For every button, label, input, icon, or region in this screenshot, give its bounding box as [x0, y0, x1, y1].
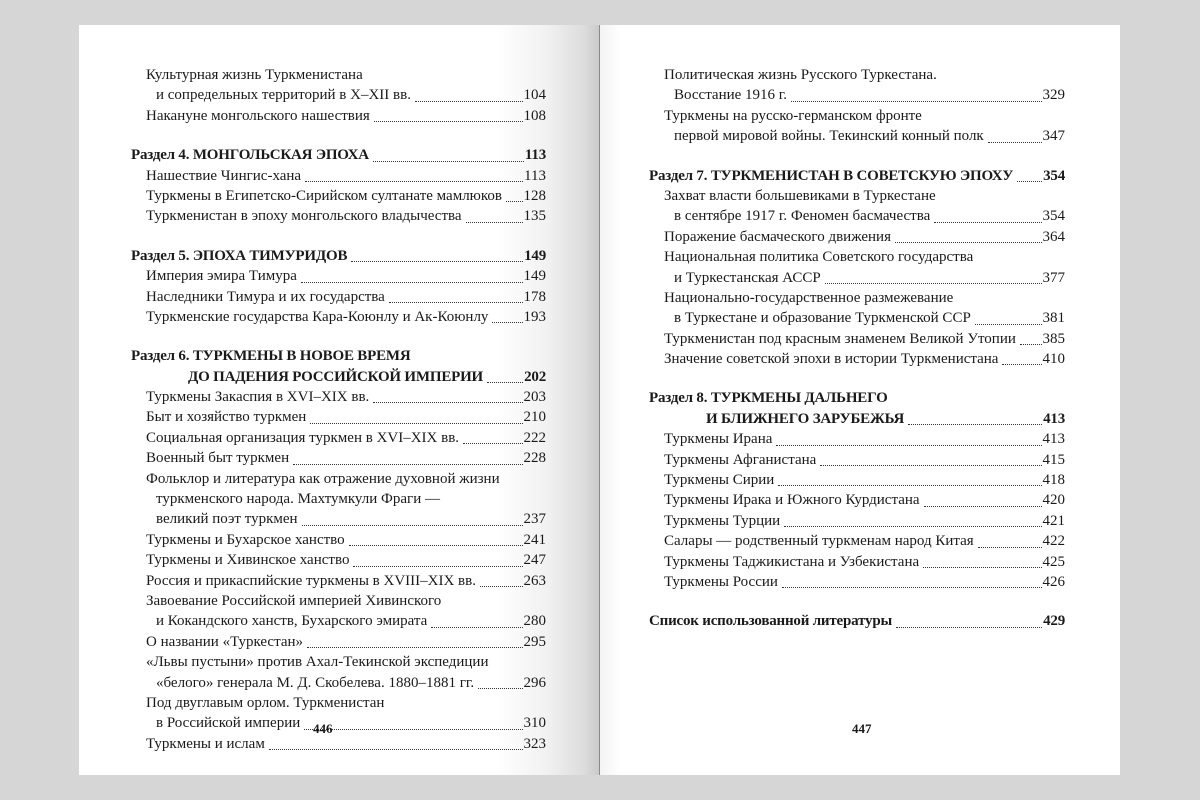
- toc-entry-title: Туркменские государства Кара-Коюнлу и Ак-Коюнлу: [146, 308, 489, 325]
- toc-entry-line: [649, 429, 1065, 449]
- toc-page-number: 418: [1042, 472, 1065, 489]
- dot-leader: [791, 101, 1041, 102]
- toc-entry: [131, 652, 546, 693]
- toc-entry-title: Социальная организация туркмен в XVI–XIX вв.: [146, 429, 460, 446]
- toc-entry-title: Туркмены Афганистана: [664, 451, 817, 468]
- dot-leader: [776, 445, 1041, 446]
- toc-entry-line: [131, 65, 546, 85]
- toc-page-number: 113: [524, 167, 546, 184]
- toc-entry-line: [649, 288, 1065, 308]
- toc-entry-line: [131, 166, 546, 186]
- dot-leader: [373, 402, 522, 403]
- left-page: [79, 25, 600, 775]
- toc-entry-line: [649, 388, 1065, 408]
- toc-page-number: 425: [1042, 553, 1065, 570]
- toc-page-number: 415: [1042, 451, 1065, 468]
- toc-page-number: 426: [1042, 573, 1065, 590]
- dot-leader: [1002, 364, 1041, 365]
- toc-page-number: 377: [1042, 269, 1065, 286]
- toc-page-number: 149: [523, 268, 546, 285]
- toc-section-entry: [649, 388, 1065, 429]
- toc-entry-line: [649, 65, 1065, 85]
- toc-page-number: 202: [524, 368, 546, 385]
- toc-entry-title: в Российской империи: [156, 715, 301, 732]
- toc-entry-title: ДО ПАДЕНИЯ РОССИЙСКОЙ ИМПЕРИИ: [188, 368, 484, 385]
- toc-entry: [131, 734, 546, 754]
- toc-entry-title: Захват власти большевиками в Туркестане: [664, 187, 936, 204]
- dot-leader: [934, 222, 1041, 223]
- page-number-right: 447: [852, 721, 872, 736]
- page-number-left: 446: [313, 721, 333, 736]
- toc-page-number: 422: [1042, 533, 1065, 550]
- toc-entry: [649, 531, 1065, 551]
- toc-entry-line: [649, 490, 1065, 510]
- toc-entry-title: и сопредельных территорий в X–XII вв.: [156, 87, 411, 104]
- toc-entry-title: О названии «Туркестан»: [146, 633, 304, 650]
- dot-leader: [480, 586, 523, 587]
- toc-entry-line: [649, 329, 1065, 349]
- toc-entry-line: [131, 673, 546, 693]
- dot-leader: [293, 464, 522, 465]
- toc-entry: [131, 448, 546, 468]
- toc-entry-line: [649, 106, 1065, 126]
- toc-entry-line: [131, 106, 546, 126]
- toc-entry-title: Туркмены Таджикистана и Узбекистана: [664, 553, 920, 570]
- dot-leader: [466, 222, 523, 223]
- toc-entry-title: «белого» генерала М. Д. Скобелева. 1880–1881 гг.: [156, 674, 475, 691]
- toc-entry-title: Туркмены в Египетско-Сирийском султанате мамлюков: [146, 187, 502, 204]
- toc-entry-line: [131, 632, 546, 652]
- toc-entry-line: [131, 489, 546, 509]
- toc-page-number: 310: [523, 715, 546, 732]
- toc-entry: [131, 530, 546, 550]
- toc-entry-title: Туркмены Закаспия в XVI–XIX вв.: [146, 389, 370, 406]
- dot-leader: [784, 526, 1041, 527]
- toc-page-number: 280: [523, 613, 546, 630]
- toc-entry-line: [131, 145, 546, 165]
- toc-entry-line: [131, 652, 546, 672]
- toc-page-number: 108: [523, 107, 546, 124]
- table-of-contents-right: [649, 65, 1065, 632]
- toc-entry-line: [131, 611, 546, 631]
- toc-entry-line: [131, 591, 546, 611]
- toc-section-entry: [649, 611, 1065, 631]
- toc-page-number: 263: [523, 572, 546, 589]
- toc-entry-line: [649, 85, 1065, 105]
- toc-entry-line: [131, 387, 546, 407]
- toc-entry: [131, 266, 546, 286]
- toc-page-number: 247: [523, 552, 546, 569]
- dot-leader: [389, 302, 523, 303]
- toc-entry-title: Туркмены Ирана: [664, 431, 773, 448]
- toc-entry-title: Раздел 4. МОНГОЛЬСКАЯ ЭПОХА: [131, 147, 369, 164]
- toc-entry-line: [131, 550, 546, 570]
- toc-entry-title: Туркмены и Бухарское ханство: [146, 531, 345, 548]
- table-of-contents-left: [131, 65, 546, 754]
- toc-entry-line: [131, 530, 546, 550]
- toc-entry-title: Военный быт туркмен: [146, 450, 290, 467]
- toc-section-entry: [131, 246, 546, 266]
- toc-entry-title: Восстание 1916 г.: [674, 87, 788, 104]
- toc-section-entry: [649, 166, 1065, 186]
- toc-page-number: 421: [1042, 512, 1065, 529]
- toc-page-number: 193: [523, 308, 546, 325]
- toc-entry: [649, 288, 1065, 329]
- toc-entry-line: [649, 206, 1065, 226]
- toc-page-number: 413: [1042, 431, 1065, 448]
- toc-entry: [649, 329, 1065, 349]
- toc-page-number: 295: [523, 633, 546, 650]
- dot-leader: [1017, 181, 1042, 182]
- dot-leader: [1020, 344, 1042, 345]
- toc-entry-line: [649, 470, 1065, 490]
- dot-leader: [975, 324, 1042, 325]
- toc-entry-line: [649, 511, 1065, 531]
- toc-entry-line: [649, 227, 1065, 247]
- toc-page-number: 135: [523, 208, 546, 225]
- toc-entry-title: Туркмены и ислам: [146, 735, 265, 752]
- toc-page-number: 113: [524, 147, 546, 164]
- toc-entry: [649, 572, 1065, 592]
- toc-entry-line: [131, 448, 546, 468]
- toc-entry-line: [649, 552, 1065, 572]
- toc-entry-title: Туркменистан под красным знаменем Великой Утопии: [664, 330, 1016, 347]
- toc-entry-title: великий поэт туркмен: [156, 511, 298, 528]
- dot-leader: [463, 443, 522, 444]
- toc-entry: [131, 166, 546, 186]
- toc-page-number: 296: [523, 674, 546, 691]
- toc-entry: [131, 387, 546, 407]
- toc-page-number: 222: [523, 429, 546, 446]
- toc-entry-title: Раздел 8. ТУРКМЕНЫ ДАЛЬНЕГО: [649, 390, 888, 407]
- toc-entry: [649, 429, 1065, 449]
- toc-entry: [649, 247, 1065, 288]
- toc-entry-line: [131, 346, 546, 366]
- toc-entry-line: [131, 266, 546, 286]
- dot-leader: [988, 142, 1042, 143]
- toc-entry-title: Раздел 6. ТУРКМЕНЫ В НОВОЕ ВРЕМЯ: [131, 348, 411, 365]
- toc-page-number: 420: [1042, 492, 1065, 509]
- toc-entry-title: Поражение басмаческого движения: [664, 228, 891, 245]
- toc-page-number: 104: [523, 87, 546, 104]
- toc-entry-line: [131, 85, 546, 105]
- toc-page-number: 364: [1042, 228, 1065, 245]
- toc-entry-title: Туркмены Турции: [664, 512, 781, 529]
- toc-entry-title: Империя эмира Тимура: [146, 268, 297, 285]
- toc-entry-line: [649, 247, 1065, 267]
- toc-page-number: 429: [1043, 613, 1065, 630]
- toc-entry-line: [649, 409, 1065, 429]
- toc-entry-line: [131, 307, 546, 327]
- toc-entry-line: [649, 166, 1065, 186]
- dot-leader: [353, 566, 522, 567]
- toc-entry-line: [649, 126, 1065, 146]
- toc-entry: [131, 307, 546, 327]
- dot-leader: [506, 201, 523, 202]
- toc-entry-title: Туркменистан в эпоху монгольского владычества: [146, 208, 462, 225]
- dot-leader: [415, 101, 523, 102]
- dot-leader: [431, 627, 522, 628]
- toc-page-number: 149: [524, 247, 546, 264]
- dot-leader: [895, 242, 1042, 243]
- toc-entry-title: Туркмены Ирака и Южного Курдистана: [664, 492, 920, 509]
- toc-entry-line: [131, 734, 546, 754]
- toc-entry-line: [131, 186, 546, 206]
- toc-entry-title: Нашествие Чингис-хана: [146, 167, 302, 184]
- toc-entry-title: Туркмены России: [664, 573, 778, 590]
- toc-entry-title: в сентябре 1917 г. Феномен басмачества: [674, 208, 931, 225]
- toc-entry-title: Национальная политика Советского государства: [664, 249, 974, 266]
- toc-entry-line: [649, 308, 1065, 328]
- toc-entry-title: Раздел 5. ЭПОХА ТИМУРИДОВ: [131, 247, 348, 264]
- dot-leader: [825, 283, 1042, 284]
- toc-entry-line: [131, 206, 546, 226]
- toc-entry-title: Быт и хозяйство туркмен: [146, 409, 307, 426]
- toc-entry-line: [131, 287, 546, 307]
- toc-entry: [131, 106, 546, 126]
- toc-page-number: 329: [1042, 87, 1065, 104]
- dot-leader: [305, 181, 523, 182]
- dot-leader: [923, 567, 1041, 568]
- toc-entry: [649, 490, 1065, 510]
- toc-entry-title: Туркмены и Хивинское ханство: [146, 552, 350, 569]
- toc-page-number: 323: [523, 735, 546, 752]
- toc-entry-line: [131, 246, 546, 266]
- toc-section-entry: [131, 145, 546, 165]
- toc-entry-title: Культурная жизнь Туркменистана: [146, 67, 363, 83]
- toc-page-number: 347: [1042, 128, 1065, 145]
- dot-leader: [896, 627, 1042, 628]
- dot-leader: [307, 647, 522, 648]
- toc-entry-title: «Львы пустыни» против Ахал-Текинской экспедиции: [146, 654, 489, 671]
- toc-entry: [131, 469, 546, 530]
- toc-page-number: 178: [523, 288, 546, 305]
- toc-entry-title: Завоевание Российской империей Хивинского: [146, 592, 442, 609]
- toc-entry-line: [131, 693, 546, 713]
- dot-leader: [778, 485, 1041, 486]
- toc-entry: [131, 287, 546, 307]
- toc-entry: [649, 106, 1065, 147]
- toc-entry: [131, 571, 546, 591]
- toc-entry-title: первой мировой войны. Текинский конный полк: [674, 128, 984, 145]
- toc-entry-line: [649, 268, 1065, 288]
- toc-entry-line: [649, 572, 1065, 592]
- toc-entry-line: [131, 469, 546, 489]
- dot-leader: [492, 322, 522, 323]
- dot-leader: [310, 423, 522, 424]
- toc-entry-title: И БЛИЖНЕГО ЗАРУБЕЖЬЯ: [706, 410, 905, 427]
- toc-entry: [649, 65, 1065, 106]
- toc-entry-title: Под двуглавым орлом. Туркменистан: [146, 694, 385, 711]
- dot-leader: [373, 161, 524, 162]
- toc-entry-title: туркменского народа. Махтумкули Фраги —: [156, 491, 440, 508]
- toc-entry-title: и Туркестанская АССР: [674, 269, 821, 286]
- dot-leader: [349, 545, 523, 546]
- toc-entry-title: Наследники Тимура и их государства: [146, 288, 385, 305]
- toc-entry-line: [131, 428, 546, 448]
- dot-leader: [302, 525, 523, 526]
- toc-entry: [131, 693, 546, 734]
- dot-leader: [374, 121, 523, 122]
- toc-page-number: 128: [523, 187, 546, 204]
- toc-entry-line: [649, 450, 1065, 470]
- toc-page-number: 203: [523, 389, 546, 406]
- toc-entry: [131, 65, 546, 106]
- toc-page-number: 354: [1042, 208, 1065, 225]
- toc-entry-line: [131, 367, 546, 387]
- toc-entry: [649, 470, 1065, 490]
- dot-leader: [478, 688, 522, 689]
- dot-leader: [269, 749, 523, 750]
- toc-entry: [649, 511, 1065, 531]
- dot-leader: [304, 729, 522, 730]
- toc-entry-line: [131, 713, 546, 733]
- book-spread: [79, 25, 1120, 775]
- toc-entry-line: [649, 531, 1065, 551]
- toc-entry-title: Фольклор и литература как отражение духовной жизни: [146, 470, 500, 487]
- dot-leader: [978, 547, 1042, 548]
- toc-entry: [649, 450, 1065, 470]
- dot-leader: [487, 382, 523, 383]
- toc-entry-title: Значение советской эпохи в истории Туркменистана: [664, 351, 999, 368]
- toc-entry: [131, 632, 546, 652]
- toc-entry: [649, 552, 1065, 572]
- toc-page-number: 228: [523, 450, 546, 467]
- toc-entry: [649, 349, 1065, 369]
- toc-entry-line: [649, 611, 1065, 631]
- toc-page-number: 241: [523, 531, 546, 548]
- toc-entry: [131, 206, 546, 226]
- toc-page-number: 354: [1043, 167, 1065, 184]
- toc-entry: [649, 227, 1065, 247]
- toc-entry: [131, 550, 546, 570]
- toc-entry-title: в Туркестане и образование Туркменской ССР: [674, 310, 971, 327]
- toc-entry-line: [649, 186, 1065, 206]
- right-page: [600, 25, 1120, 775]
- toc-entry: [131, 407, 546, 427]
- toc-entry-title: Туркмены на русско-германском фронте: [664, 107, 922, 124]
- toc-page-number: 413: [1043, 410, 1065, 427]
- toc-entry: [131, 186, 546, 206]
- dot-leader: [351, 261, 523, 262]
- toc-entry-title: Туркмены Сирии: [664, 472, 775, 489]
- dot-leader: [301, 282, 523, 283]
- toc-entry-line: [131, 407, 546, 427]
- toc-page-number: 410: [1042, 351, 1065, 368]
- toc-entry: [131, 591, 546, 632]
- toc-entry-title: Накануне монгольского нашествия: [146, 107, 370, 124]
- toc-page-number: 385: [1042, 330, 1065, 347]
- dot-leader: [908, 424, 1042, 425]
- dot-leader: [820, 465, 1041, 466]
- toc-entry-title: Политическая жизнь Русского Туркестана.: [664, 67, 937, 83]
- toc-page-number: 210: [523, 409, 546, 426]
- toc-entry: [131, 428, 546, 448]
- toc-entry-title: Салары — родственный туркменам народ Китая: [664, 533, 974, 550]
- toc-page-number: 237: [523, 511, 546, 528]
- toc-page-number: 381: [1042, 310, 1065, 327]
- toc-entry-title: и Кокандского ханств, Бухарского эмирата: [156, 613, 428, 630]
- toc-entry-title: Раздел 7. ТУРКМЕНИСТАН В СОВЕТСКУЮ ЭПОХУ: [649, 167, 1014, 184]
- toc-entry-line: [649, 349, 1065, 369]
- toc-entry-title: Национально-государственное размежевание: [664, 289, 954, 306]
- toc-entry-title: Список использованной литературы: [649, 613, 892, 630]
- toc-entry: [649, 186, 1065, 227]
- dot-leader: [782, 587, 1042, 588]
- toc-entry-line: [131, 509, 546, 529]
- dot-leader: [924, 506, 1042, 507]
- toc-section-entry: [131, 346, 546, 387]
- toc-entry-line: [131, 571, 546, 591]
- toc-entry-title: Россия и прикаспийские туркмены в XVIII–XIX вв.: [146, 572, 476, 589]
